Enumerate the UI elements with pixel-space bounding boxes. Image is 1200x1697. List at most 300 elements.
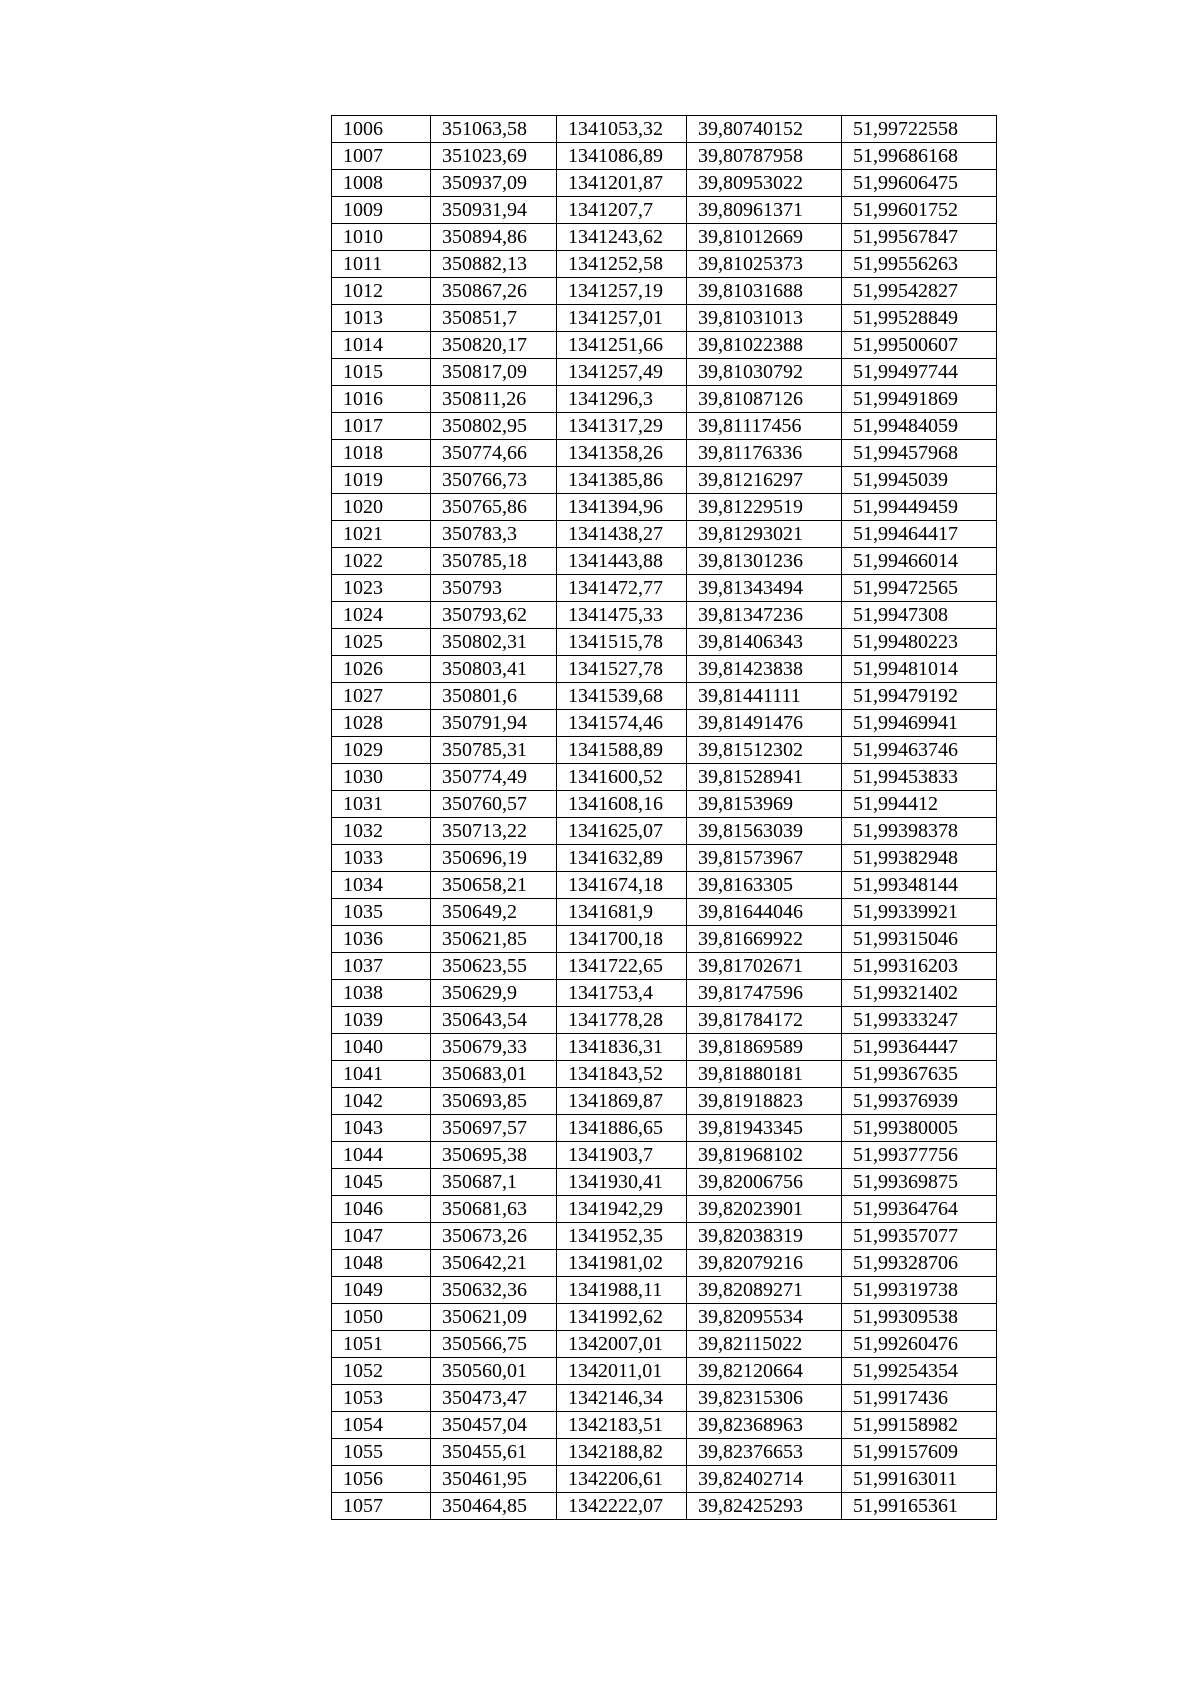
x-coordinate-cell: 350643,54 <box>431 1007 557 1034</box>
point-number-cell: 1018 <box>332 440 431 467</box>
x-coordinate-cell: 350457,04 <box>431 1412 557 1439</box>
y-coordinate-cell: 1341930,41 <box>557 1169 687 1196</box>
point-number-cell: 1035 <box>332 899 431 926</box>
y-coordinate-cell: 1342011,01 <box>557 1358 687 1385</box>
point-number-cell: 1053 <box>332 1385 431 1412</box>
x-coordinate-cell: 350774,49 <box>431 764 557 791</box>
x-coordinate-cell: 350817,09 <box>431 359 557 386</box>
latitude-cell: 39,81880181 <box>687 1061 842 1088</box>
longitude-cell: 51,99328706 <box>842 1250 997 1277</box>
y-coordinate-cell: 1341778,28 <box>557 1007 687 1034</box>
point-number-cell: 1029 <box>332 737 431 764</box>
y-coordinate-cell: 1341394,96 <box>557 494 687 521</box>
y-coordinate-cell: 1341251,66 <box>557 332 687 359</box>
x-coordinate-cell: 350566,75 <box>431 1331 557 1358</box>
y-coordinate-cell: 1342183,51 <box>557 1412 687 1439</box>
longitude-cell: 51,99158982 <box>842 1412 997 1439</box>
latitude-cell: 39,81343494 <box>687 575 842 602</box>
latitude-cell: 39,81784172 <box>687 1007 842 1034</box>
table-row <box>332 656 997 683</box>
y-coordinate-cell: 1341527,78 <box>557 656 687 683</box>
longitude-cell: 51,99528849 <box>842 305 997 332</box>
table-row <box>332 224 997 251</box>
table-row <box>332 1412 997 1439</box>
latitude-cell: 39,82115022 <box>687 1331 842 1358</box>
x-coordinate-cell: 350785,18 <box>431 548 557 575</box>
latitude-cell: 39,81216297 <box>687 467 842 494</box>
longitude-cell: 51,99484059 <box>842 413 997 440</box>
x-coordinate-cell: 350774,66 <box>431 440 557 467</box>
point-number-cell: 1006 <box>332 116 431 143</box>
x-coordinate-cell: 350937,09 <box>431 170 557 197</box>
table-row <box>332 494 997 521</box>
table-row <box>332 521 997 548</box>
longitude-cell: 51,99686168 <box>842 143 997 170</box>
table-row <box>332 386 997 413</box>
table-row <box>332 251 997 278</box>
table-row <box>332 629 997 656</box>
y-coordinate-cell: 1341475,33 <box>557 602 687 629</box>
point-number-cell: 1037 <box>332 953 431 980</box>
x-coordinate-cell: 350461,95 <box>431 1466 557 1493</box>
table-row <box>332 764 997 791</box>
y-coordinate-cell: 1341588,89 <box>557 737 687 764</box>
point-number-cell: 1024 <box>332 602 431 629</box>
longitude-cell: 51,99457968 <box>842 440 997 467</box>
x-coordinate-cell: 350681,63 <box>431 1196 557 1223</box>
x-coordinate-cell: 350765,86 <box>431 494 557 521</box>
y-coordinate-cell: 1341632,89 <box>557 845 687 872</box>
latitude-cell: 39,81031688 <box>687 278 842 305</box>
table-row <box>332 575 997 602</box>
latitude-cell: 39,81918823 <box>687 1088 842 1115</box>
longitude-cell: 51,99163011 <box>842 1466 997 1493</box>
x-coordinate-cell: 350811,26 <box>431 386 557 413</box>
x-coordinate-cell: 350793,62 <box>431 602 557 629</box>
point-number-cell: 1026 <box>332 656 431 683</box>
table-row <box>332 467 997 494</box>
y-coordinate-cell: 1341257,49 <box>557 359 687 386</box>
latitude-cell: 39,80787958 <box>687 143 842 170</box>
latitude-cell: 39,81573967 <box>687 845 842 872</box>
table-row <box>332 683 997 710</box>
point-number-cell: 1032 <box>332 818 431 845</box>
latitude-cell: 39,81747596 <box>687 980 842 1007</box>
latitude-cell: 39,81301236 <box>687 548 842 575</box>
longitude-cell: 51,99316203 <box>842 953 997 980</box>
latitude-cell: 39,81423838 <box>687 656 842 683</box>
y-coordinate-cell: 1341992,62 <box>557 1304 687 1331</box>
longitude-cell: 51,99449459 <box>842 494 997 521</box>
latitude-cell: 39,80961371 <box>687 197 842 224</box>
longitude-cell: 51,99254354 <box>842 1358 997 1385</box>
x-coordinate-cell: 350473,47 <box>431 1385 557 1412</box>
longitude-cell: 51,99453833 <box>842 764 997 791</box>
x-coordinate-cell: 350882,13 <box>431 251 557 278</box>
latitude-cell: 39,81491476 <box>687 710 842 737</box>
y-coordinate-cell: 1341257,01 <box>557 305 687 332</box>
x-coordinate-cell: 350621,09 <box>431 1304 557 1331</box>
x-coordinate-cell: 350696,19 <box>431 845 557 872</box>
x-coordinate-cell: 350673,26 <box>431 1223 557 1250</box>
x-coordinate-cell: 350658,21 <box>431 872 557 899</box>
point-number-cell: 1017 <box>332 413 431 440</box>
longitude-cell: 51,99466014 <box>842 548 997 575</box>
x-coordinate-cell: 350851,7 <box>431 305 557 332</box>
point-number-cell: 1013 <box>332 305 431 332</box>
table-row <box>332 980 997 1007</box>
latitude-cell: 39,81025373 <box>687 251 842 278</box>
table-row <box>332 413 997 440</box>
latitude-cell: 39,81528941 <box>687 764 842 791</box>
x-coordinate-cell: 350820,17 <box>431 332 557 359</box>
x-coordinate-cell: 350801,6 <box>431 683 557 710</box>
point-number-cell: 1019 <box>332 467 431 494</box>
y-coordinate-cell: 1341608,16 <box>557 791 687 818</box>
y-coordinate-cell: 1341869,87 <box>557 1088 687 1115</box>
point-number-cell: 1007 <box>332 143 431 170</box>
y-coordinate-cell: 1342146,34 <box>557 1385 687 1412</box>
longitude-cell: 51,99542827 <box>842 278 997 305</box>
y-coordinate-cell: 1341443,88 <box>557 548 687 575</box>
y-coordinate-cell: 1341053,32 <box>557 116 687 143</box>
point-number-cell: 1034 <box>332 872 431 899</box>
point-number-cell: 1057 <box>332 1493 431 1520</box>
table-row <box>332 197 997 224</box>
table-row <box>332 710 997 737</box>
y-coordinate-cell: 1341515,78 <box>557 629 687 656</box>
longitude-cell: 51,99497744 <box>842 359 997 386</box>
longitude-cell: 51,99567847 <box>842 224 997 251</box>
longitude-cell: 51,99500607 <box>842 332 997 359</box>
y-coordinate-cell: 1341385,86 <box>557 467 687 494</box>
y-coordinate-cell: 1342222,07 <box>557 1493 687 1520</box>
point-number-cell: 1023 <box>332 575 431 602</box>
y-coordinate-cell: 1341722,65 <box>557 953 687 980</box>
point-number-cell: 1038 <box>332 980 431 1007</box>
longitude-cell: 51,99463746 <box>842 737 997 764</box>
y-coordinate-cell: 1341317,29 <box>557 413 687 440</box>
table-row <box>332 1196 997 1223</box>
table-row <box>332 791 997 818</box>
x-coordinate-cell: 350464,85 <box>431 1493 557 1520</box>
table-row <box>332 1304 997 1331</box>
latitude-cell: 39,81087126 <box>687 386 842 413</box>
y-coordinate-cell: 1341952,35 <box>557 1223 687 1250</box>
latitude-cell: 39,82120664 <box>687 1358 842 1385</box>
point-number-cell: 1022 <box>332 548 431 575</box>
latitude-cell: 39,81943345 <box>687 1115 842 1142</box>
point-number-cell: 1045 <box>332 1169 431 1196</box>
latitude-cell: 39,81229519 <box>687 494 842 521</box>
y-coordinate-cell: 1341257,19 <box>557 278 687 305</box>
table-row <box>332 1277 997 1304</box>
latitude-cell: 39,81030792 <box>687 359 842 386</box>
y-coordinate-cell: 1341574,46 <box>557 710 687 737</box>
longitude-cell: 51,99377756 <box>842 1142 997 1169</box>
y-coordinate-cell: 1341903,7 <box>557 1142 687 1169</box>
table-row <box>332 1358 997 1385</box>
x-coordinate-cell: 350632,36 <box>431 1277 557 1304</box>
y-coordinate-cell: 1341625,07 <box>557 818 687 845</box>
table-row <box>332 548 997 575</box>
latitude-cell: 39,81702671 <box>687 953 842 980</box>
point-number-cell: 1048 <box>332 1250 431 1277</box>
coordinates-table-body <box>332 116 997 1520</box>
latitude-cell: 39,81176336 <box>687 440 842 467</box>
table-row <box>332 440 997 467</box>
table-row <box>332 1169 997 1196</box>
point-number-cell: 1040 <box>332 1034 431 1061</box>
y-coordinate-cell: 1341981,02 <box>557 1250 687 1277</box>
latitude-cell: 39,82006756 <box>687 1169 842 1196</box>
y-coordinate-cell: 1341942,29 <box>557 1196 687 1223</box>
longitude-cell: 51,9945039 <box>842 467 997 494</box>
point-number-cell: 1011 <box>332 251 431 278</box>
table-row <box>332 602 997 629</box>
longitude-cell: 51,99376939 <box>842 1088 997 1115</box>
y-coordinate-cell: 1341681,9 <box>557 899 687 926</box>
longitude-cell: 51,99722558 <box>842 116 997 143</box>
table-row <box>332 1331 997 1358</box>
table-row <box>332 953 997 980</box>
longitude-cell: 51,99321402 <box>842 980 997 1007</box>
x-coordinate-cell: 350894,86 <box>431 224 557 251</box>
longitude-cell: 51,99364447 <box>842 1034 997 1061</box>
coordinates-table <box>331 115 997 1520</box>
point-number-cell: 1052 <box>332 1358 431 1385</box>
y-coordinate-cell: 1341600,52 <box>557 764 687 791</box>
latitude-cell: 39,82038319 <box>687 1223 842 1250</box>
point-number-cell: 1051 <box>332 1331 431 1358</box>
latitude-cell: 39,82095534 <box>687 1304 842 1331</box>
longitude-cell: 51,99382948 <box>842 845 997 872</box>
table-row <box>332 278 997 305</box>
longitude-cell: 51,9947308 <box>842 602 997 629</box>
point-number-cell: 1054 <box>332 1412 431 1439</box>
y-coordinate-cell: 1341988,11 <box>557 1277 687 1304</box>
point-number-cell: 1008 <box>332 170 431 197</box>
x-coordinate-cell: 350642,21 <box>431 1250 557 1277</box>
point-number-cell: 1030 <box>332 764 431 791</box>
table-row <box>332 818 997 845</box>
x-coordinate-cell: 350697,57 <box>431 1115 557 1142</box>
y-coordinate-cell: 1341358,26 <box>557 440 687 467</box>
latitude-cell: 39,82376653 <box>687 1439 842 1466</box>
point-number-cell: 1055 <box>332 1439 431 1466</box>
latitude-cell: 39,80740152 <box>687 116 842 143</box>
point-number-cell: 1014 <box>332 332 431 359</box>
latitude-cell: 39,82089271 <box>687 1277 842 1304</box>
latitude-cell: 39,82315306 <box>687 1385 842 1412</box>
table-row <box>332 899 997 926</box>
longitude-cell: 51,99606475 <box>842 170 997 197</box>
x-coordinate-cell: 351063,58 <box>431 116 557 143</box>
x-coordinate-cell: 350803,41 <box>431 656 557 683</box>
latitude-cell: 39,81644046 <box>687 899 842 926</box>
x-coordinate-cell: 351023,69 <box>431 143 557 170</box>
y-coordinate-cell: 1341207,7 <box>557 197 687 224</box>
latitude-cell: 39,81012669 <box>687 224 842 251</box>
table-row <box>332 1439 997 1466</box>
y-coordinate-cell: 1342206,61 <box>557 1466 687 1493</box>
longitude-cell: 51,99601752 <box>842 197 997 224</box>
latitude-cell: 39,81669922 <box>687 926 842 953</box>
latitude-cell: 39,81563039 <box>687 818 842 845</box>
longitude-cell: 51,99556263 <box>842 251 997 278</box>
longitude-cell: 51,99479192 <box>842 683 997 710</box>
x-coordinate-cell: 350793 <box>431 575 557 602</box>
y-coordinate-cell: 1342007,01 <box>557 1331 687 1358</box>
longitude-cell: 51,99165361 <box>842 1493 997 1520</box>
point-number-cell: 1016 <box>332 386 431 413</box>
table-row <box>332 170 997 197</box>
latitude-cell: 39,80953022 <box>687 170 842 197</box>
x-coordinate-cell: 350785,31 <box>431 737 557 764</box>
longitude-cell: 51,99380005 <box>842 1115 997 1142</box>
x-coordinate-cell: 350802,95 <box>431 413 557 440</box>
x-coordinate-cell: 350695,38 <box>431 1142 557 1169</box>
x-coordinate-cell: 350713,22 <box>431 818 557 845</box>
longitude-cell: 51,99357077 <box>842 1223 997 1250</box>
y-coordinate-cell: 1341201,87 <box>557 170 687 197</box>
longitude-cell: 51,9917436 <box>842 1385 997 1412</box>
x-coordinate-cell: 350679,33 <box>431 1034 557 1061</box>
y-coordinate-cell: 1341252,58 <box>557 251 687 278</box>
longitude-cell: 51,994412 <box>842 791 997 818</box>
longitude-cell: 51,99481014 <box>842 656 997 683</box>
latitude-cell: 39,82079216 <box>687 1250 842 1277</box>
longitude-cell: 51,99333247 <box>842 1007 997 1034</box>
y-coordinate-cell: 1341886,65 <box>557 1115 687 1142</box>
table-row <box>332 1088 997 1115</box>
x-coordinate-cell: 350693,85 <box>431 1088 557 1115</box>
point-number-cell: 1020 <box>332 494 431 521</box>
latitude-cell: 39,81293021 <box>687 521 842 548</box>
x-coordinate-cell: 350560,01 <box>431 1358 557 1385</box>
latitude-cell: 39,81406343 <box>687 629 842 656</box>
table-row <box>332 1061 997 1088</box>
table-row <box>332 926 997 953</box>
point-number-cell: 1036 <box>332 926 431 953</box>
longitude-cell: 51,99348144 <box>842 872 997 899</box>
x-coordinate-cell: 350760,57 <box>431 791 557 818</box>
y-coordinate-cell: 1341438,27 <box>557 521 687 548</box>
table-row <box>332 845 997 872</box>
x-coordinate-cell: 350931,94 <box>431 197 557 224</box>
point-number-cell: 1041 <box>332 1061 431 1088</box>
longitude-cell: 51,99364764 <box>842 1196 997 1223</box>
x-coordinate-cell: 350649,2 <box>431 899 557 926</box>
y-coordinate-cell: 1341836,31 <box>557 1034 687 1061</box>
latitude-cell: 39,82402714 <box>687 1466 842 1493</box>
longitude-cell: 51,99464417 <box>842 521 997 548</box>
latitude-cell: 39,82368963 <box>687 1412 842 1439</box>
table-row <box>332 872 997 899</box>
longitude-cell: 51,99469941 <box>842 710 997 737</box>
longitude-cell: 51,99398378 <box>842 818 997 845</box>
table-row <box>332 359 997 386</box>
latitude-cell: 39,81512302 <box>687 737 842 764</box>
point-number-cell: 1033 <box>332 845 431 872</box>
x-coordinate-cell: 350621,85 <box>431 926 557 953</box>
longitude-cell: 51,99157609 <box>842 1439 997 1466</box>
latitude-cell: 39,81441111 <box>687 683 842 710</box>
y-coordinate-cell: 1342188,82 <box>557 1439 687 1466</box>
longitude-cell: 51,99480223 <box>842 629 997 656</box>
point-number-cell: 1012 <box>332 278 431 305</box>
longitude-cell: 51,99309538 <box>842 1304 997 1331</box>
table-row <box>332 305 997 332</box>
x-coordinate-cell: 350683,01 <box>431 1061 557 1088</box>
latitude-cell: 39,81968102 <box>687 1142 842 1169</box>
table-row <box>332 1142 997 1169</box>
point-number-cell: 1039 <box>332 1007 431 1034</box>
latitude-cell: 39,82425293 <box>687 1493 842 1520</box>
longitude-cell: 51,99260476 <box>842 1331 997 1358</box>
y-coordinate-cell: 1341243,62 <box>557 224 687 251</box>
latitude-cell: 39,81117456 <box>687 413 842 440</box>
point-number-cell: 1047 <box>332 1223 431 1250</box>
y-coordinate-cell: 1341539,68 <box>557 683 687 710</box>
table-row <box>332 332 997 359</box>
longitude-cell: 51,99315046 <box>842 926 997 953</box>
y-coordinate-cell: 1341700,18 <box>557 926 687 953</box>
point-number-cell: 1015 <box>332 359 431 386</box>
longitude-cell: 51,99367635 <box>842 1061 997 1088</box>
point-number-cell: 1028 <box>332 710 431 737</box>
point-number-cell: 1025 <box>332 629 431 656</box>
table-row <box>332 1385 997 1412</box>
table-row <box>332 1115 997 1142</box>
y-coordinate-cell: 1341296,3 <box>557 386 687 413</box>
latitude-cell: 39,81022388 <box>687 332 842 359</box>
y-coordinate-cell: 1341753,4 <box>557 980 687 1007</box>
table-row <box>332 1034 997 1061</box>
point-number-cell: 1056 <box>332 1466 431 1493</box>
y-coordinate-cell: 1341674,18 <box>557 872 687 899</box>
table-row <box>332 1223 997 1250</box>
x-coordinate-cell: 350791,94 <box>431 710 557 737</box>
table-row <box>332 116 997 143</box>
table-row <box>332 1007 997 1034</box>
longitude-cell: 51,99369875 <box>842 1169 997 1196</box>
latitude-cell: 39,8153969 <box>687 791 842 818</box>
table-row <box>332 1250 997 1277</box>
longitude-cell: 51,99339921 <box>842 899 997 926</box>
latitude-cell: 39,8163305 <box>687 872 842 899</box>
y-coordinate-cell: 1341472,77 <box>557 575 687 602</box>
table-row <box>332 1493 997 1520</box>
longitude-cell: 51,99319738 <box>842 1277 997 1304</box>
point-number-cell: 1021 <box>332 521 431 548</box>
point-number-cell: 1044 <box>332 1142 431 1169</box>
x-coordinate-cell: 350455,61 <box>431 1439 557 1466</box>
point-number-cell: 1043 <box>332 1115 431 1142</box>
latitude-cell: 39,81347236 <box>687 602 842 629</box>
latitude-cell: 39,81869589 <box>687 1034 842 1061</box>
table-row <box>332 143 997 170</box>
x-coordinate-cell: 350802,31 <box>431 629 557 656</box>
point-number-cell: 1042 <box>332 1088 431 1115</box>
point-number-cell: 1049 <box>332 1277 431 1304</box>
x-coordinate-cell: 350783,3 <box>431 521 557 548</box>
x-coordinate-cell: 350623,55 <box>431 953 557 980</box>
y-coordinate-cell: 1341086,89 <box>557 143 687 170</box>
longitude-cell: 51,99472565 <box>842 575 997 602</box>
latitude-cell: 39,82023901 <box>687 1196 842 1223</box>
table-row <box>332 1466 997 1493</box>
